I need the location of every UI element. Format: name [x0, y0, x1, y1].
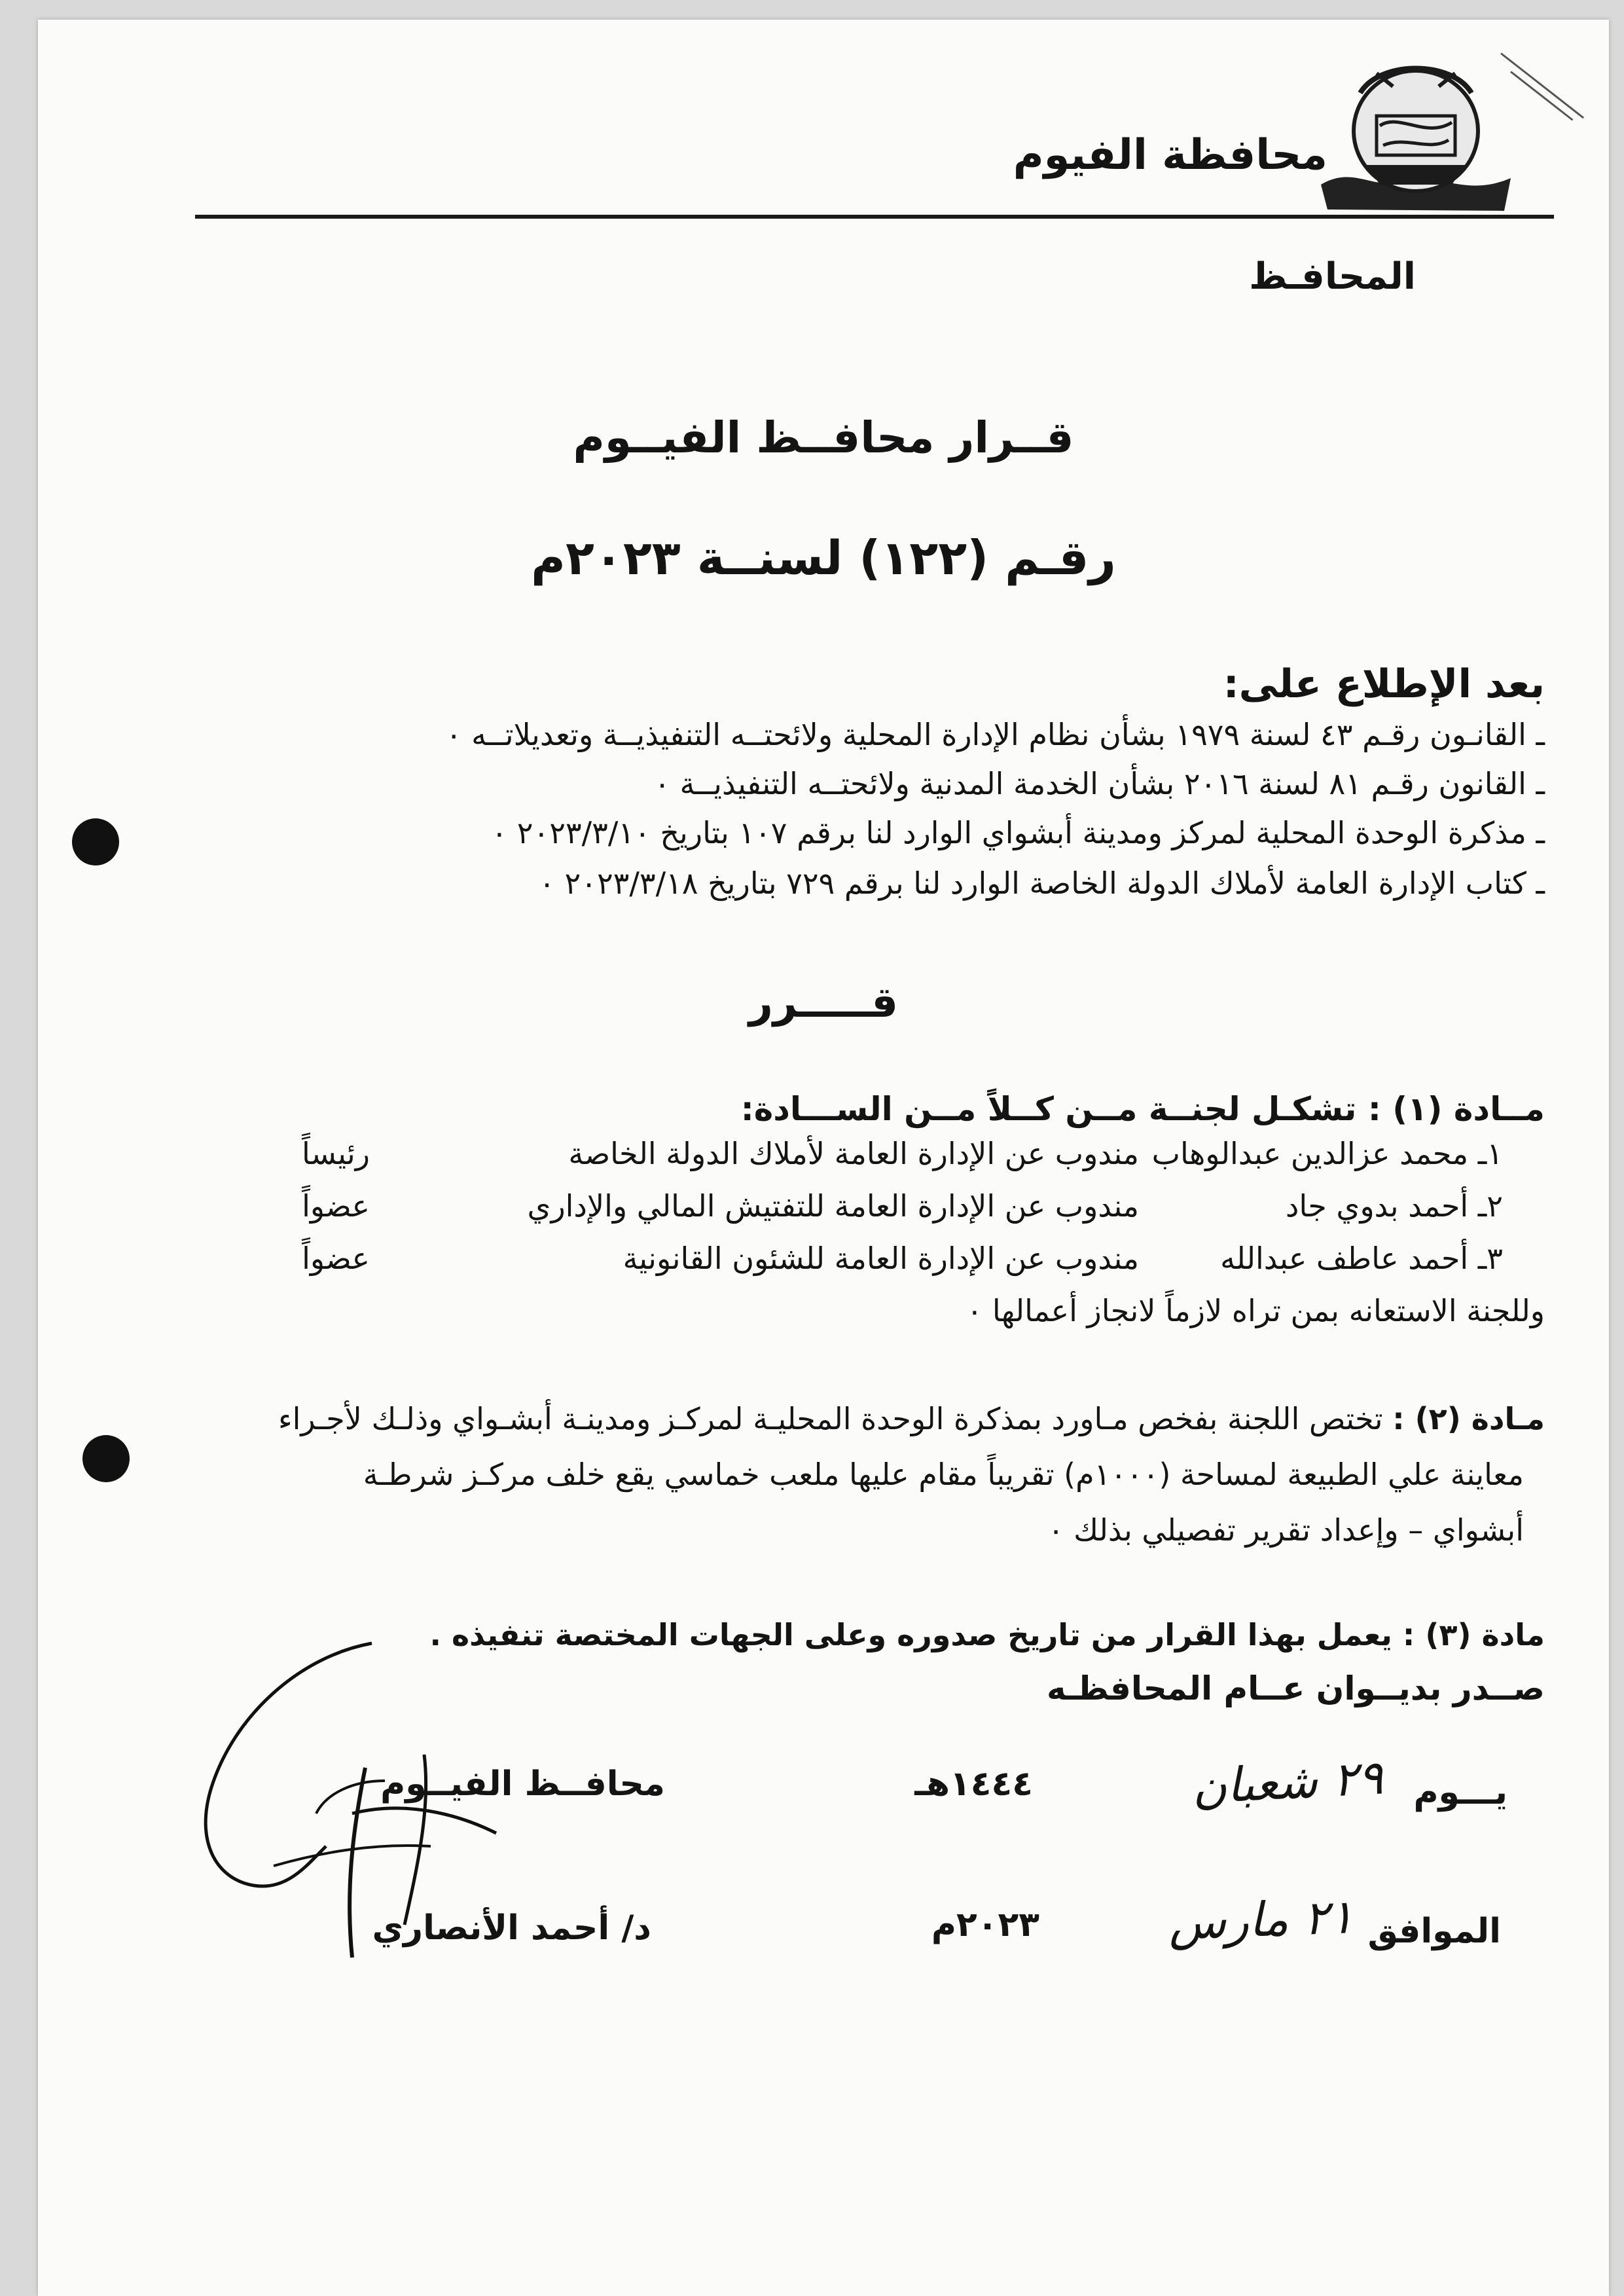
gregorian-year: ٢٠٢٣م	[931, 1905, 1039, 1944]
issued-at: صــدر بديــوان عــام المحافظـه	[1046, 1669, 1545, 1707]
preamble-heading: بعد الإطلاع على:	[1223, 661, 1545, 707]
article-2-line	[278, 1401, 1545, 1436]
signatory-name: د/ أحمد الأنصاري	[372, 1908, 651, 1948]
decision-heading: قـــــرر	[749, 979, 898, 1027]
preamble-item: ـ القانـون رقـم ٤٣ لسنة ١٩٧٩ بشأن نظام الإدارة المحلية ولائحتــه التنفيذيــة وتعديلاتــه ٠	[445, 717, 1545, 752]
handwritten-date: ٢١ مارس	[1167, 1889, 1355, 1950]
article-1-heading: مــادة (١) : تشكـل لجنــة مــن كــلاً مــن الســـادة:	[740, 1090, 1545, 1128]
member-role: مندوب عن الإدارة العامة لأملاك الدولة الخاصة	[568, 1136, 1139, 1171]
decree-title: قــرار محافــظ الفيــوم	[573, 412, 1074, 463]
decree-number: رقـم (١٢٢) لسنــة ٢٠٢٣م	[531, 530, 1116, 585]
header-divider	[195, 215, 1554, 219]
article-2-line: معاينة علي الطبيعة لمساحة (١٠٠٠م) تقريباً مقام عليها ملعب خماسي يقع خلف مركـز شرطـة	[363, 1457, 1524, 1492]
day-label: يـــوم	[1413, 1773, 1507, 1812]
office-label: المحافـظ	[1249, 255, 1416, 298]
punch-hole-lower	[82, 1435, 130, 1482]
member-name: ٢ـ أحمد بدوي جاد	[1285, 1188, 1503, 1224]
member-position: عضواً	[302, 1188, 370, 1224]
hijri-year: ١٤٤٤هـ	[914, 1764, 1033, 1804]
governorate-name: محافظة الفيوم	[1013, 131, 1327, 179]
article-2-text: تختص اللجنة بفخص مـاورد بمذكرة الوحدة المحليـة لمركـز ومدينـة أبشـواي وذلـك لأجـراء	[278, 1401, 1383, 1436]
member-role: مندوب عن الإدارة العامة للشئون القانونية	[623, 1241, 1139, 1276]
corresponding-label: الموافق	[1367, 1912, 1501, 1951]
article-3: مادة (٣) : يعمل بهذا القرار من تاريخ صدوره وعلى الجهات المختصة تنفيذه .	[429, 1617, 1545, 1652]
preamble-item: ـ كتاب الإدارة العامة لأملاك الدولة الخاصة الوارد لنا برقم ٧٢٩ بتاريخ ٢٠٢٣/٣/١٨ ٠	[539, 866, 1545, 901]
article-1-note: وللجنة الاستعانه بمن تراه لازماً لانجاز أعمالها ٠	[966, 1293, 1545, 1328]
member-role: مندوب عن الإدارة العامة للتفتيش المالي والإداري	[527, 1188, 1139, 1224]
governorate-emblem	[1314, 54, 1524, 217]
member-position: عضواً	[302, 1241, 370, 1276]
article-2-line: أبشواي – وإعداد تقرير تفصيلي بذلك ٠	[1047, 1512, 1524, 1548]
signatory-title: محافــظ الفيــوم	[380, 1764, 665, 1804]
member-position: رئيساً	[302, 1136, 370, 1171]
preamble-item: ـ مذكرة الوحدة المحلية لمركز ومدينة أبشواي الوارد لنا برقم ١٠٧ بتاريخ ٢٠٢٣/٣/١٠ ٠	[491, 815, 1545, 850]
member-name: ١ـ محمد عزالدين عبدالوهاب	[1151, 1136, 1503, 1171]
preamble-item: ـ القانون رقـم ٨١ لسنة ٢٠١٦ بشأن الخدمة المدنية ولائحتــه التنفيذيــة ٠	[654, 766, 1545, 801]
article-2-label: مـادة (٢) :	[1392, 1401, 1545, 1436]
document-page	[38, 20, 1609, 2296]
punch-hole-upper	[72, 818, 119, 866]
member-name: ٣ـ أحمد عاطف عبدالله	[1220, 1241, 1503, 1276]
handwritten-day: ٢٩ شعبان	[1191, 1749, 1384, 1815]
